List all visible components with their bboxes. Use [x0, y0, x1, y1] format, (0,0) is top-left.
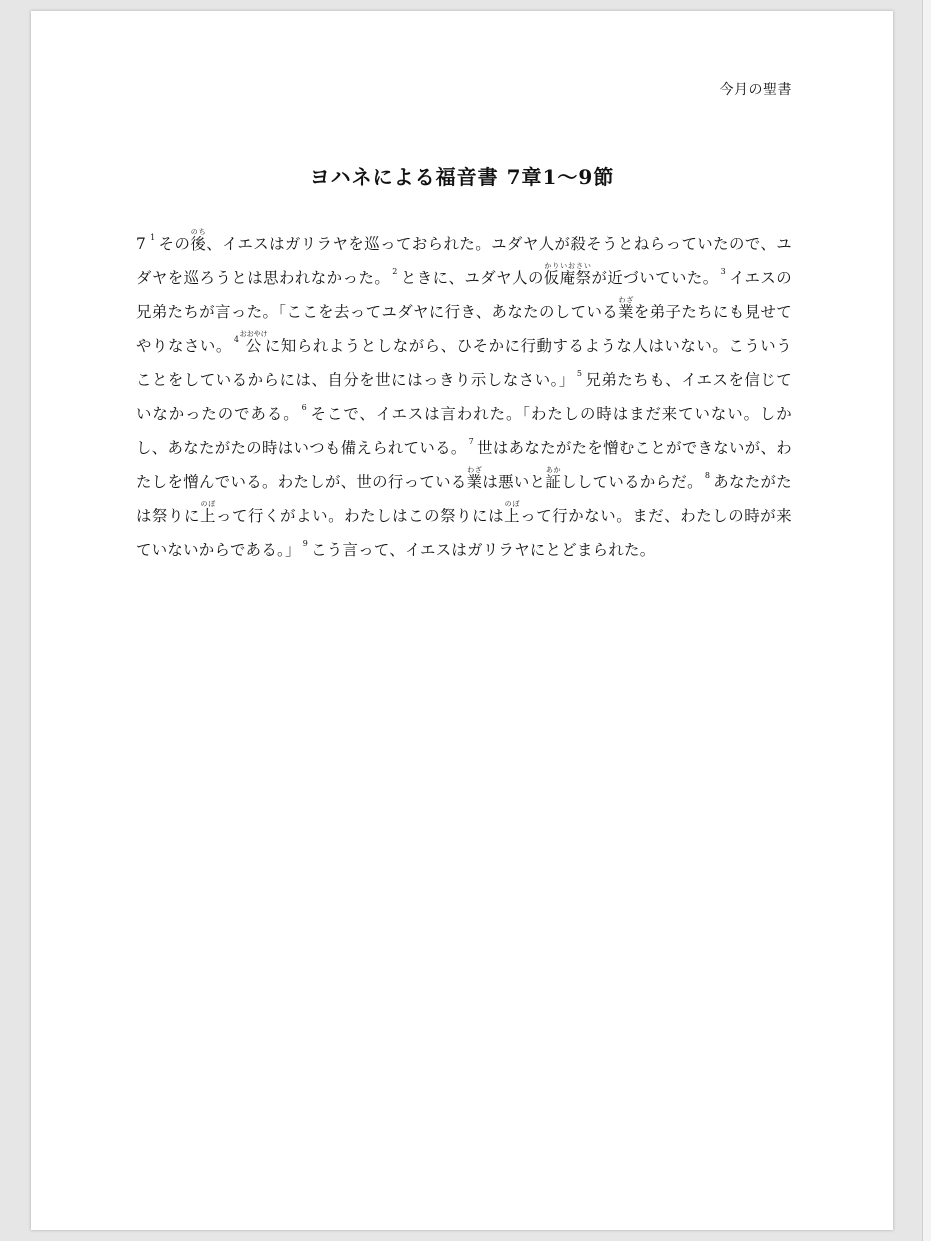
furigana-reading: のぼ — [504, 500, 520, 508]
verse-text: に知られようとしながら、ひそかに行動するような人はいない。こういうことをしているからには、自分を世にはっきり示しなさい。」 — [136, 337, 792, 389]
furigana-reading: のぼ — [200, 500, 216, 508]
verse-text: は悪いと — [482, 473, 546, 491]
verse-text: 、イエスはガリラヤを巡っておられた。ユダヤ人が殺そうとねらっていたので、ユダヤを巡ろうとは思われなかった。 — [136, 235, 792, 287]
furigana-reading: おおやけ — [239, 330, 268, 338]
furigana-base: 証 — [545, 473, 562, 491]
verse-text: その — [158, 235, 191, 253]
verse-number: 8 — [704, 471, 711, 480]
verse-number: 6 — [301, 403, 307, 412]
chapter-number: 7 — [136, 235, 147, 253]
verse-number: 3 — [720, 267, 727, 276]
verse-text: そこで、イエスは言われた。「わたしの時はまだ来ていない。しかし、あなたがたの時はいつも備えられている。 — [136, 405, 792, 457]
furigana-base: 仮庵祭 — [543, 269, 592, 287]
verse-number: 4 — [233, 335, 240, 344]
furigana — [504, 500, 521, 525]
furigana-base: 公 — [239, 337, 268, 355]
verse-text: 世はあなたがたを憎むことができないが、わたしを憎んでいる。わたしが、世の行っている — [136, 439, 792, 491]
page-header-label: 今月の聖書 — [719, 82, 792, 98]
document-page — [31, 11, 893, 1230]
page-title: ヨハネによる福音書 7章1〜9節 — [309, 165, 615, 189]
furigana — [239, 330, 268, 355]
furigana-base: 上 — [200, 507, 217, 525]
furigana — [618, 296, 634, 321]
verse-text: あなたがたは祭りに — [136, 473, 792, 525]
side-panel-edge[interactable] — [922, 0, 931, 1241]
verse-text: って行くがよい。わたしはこの祭りには — [216, 507, 505, 525]
furigana-base: 上 — [504, 507, 521, 525]
verse-text: 兄弟たちも、イエスを信じていなかったのである。 — [136, 371, 792, 423]
furigana-reading: のち — [190, 228, 207, 236]
furigana — [200, 500, 217, 525]
verse-number: 9 — [302, 539, 309, 548]
verse-text: イエスの兄弟たちが言った。「ここを去ってユダヤに行き、あなたのしている — [136, 269, 792, 321]
furigana — [190, 228, 207, 253]
furigana — [466, 466, 483, 491]
verse-text: こう言って、イエスはガリラヤにとどまられた。 — [311, 541, 656, 559]
furigana — [545, 466, 562, 491]
verse-text: を弟子たちにも見せてやりなさい。 — [136, 303, 792, 355]
verse-text: って行かない。まだ、わたしの時が来ていないからである。」 — [136, 507, 792, 559]
furigana — [543, 262, 592, 287]
furigana-base: 業 — [466, 473, 483, 491]
furigana-base: 後 — [190, 235, 207, 253]
furigana-base: 業 — [618, 303, 634, 321]
verse-text: が近づいていた。 — [591, 269, 719, 287]
verse-number: 7 — [468, 437, 475, 446]
verse-text: ししているからだ。 — [561, 473, 703, 491]
verse-text: ときに、ユダヤ人の — [400, 269, 544, 287]
furigana-reading: あか — [545, 466, 562, 474]
verse-number: 1 — [150, 233, 156, 242]
furigana-reading: わざ — [466, 466, 483, 474]
verse-number: 2 — [392, 267, 398, 276]
furigana-reading: わざ — [618, 296, 634, 304]
scripture-passage — [136, 227, 792, 567]
furigana-reading: かりいおさい — [543, 262, 592, 270]
verse-number: 5 — [576, 369, 583, 378]
